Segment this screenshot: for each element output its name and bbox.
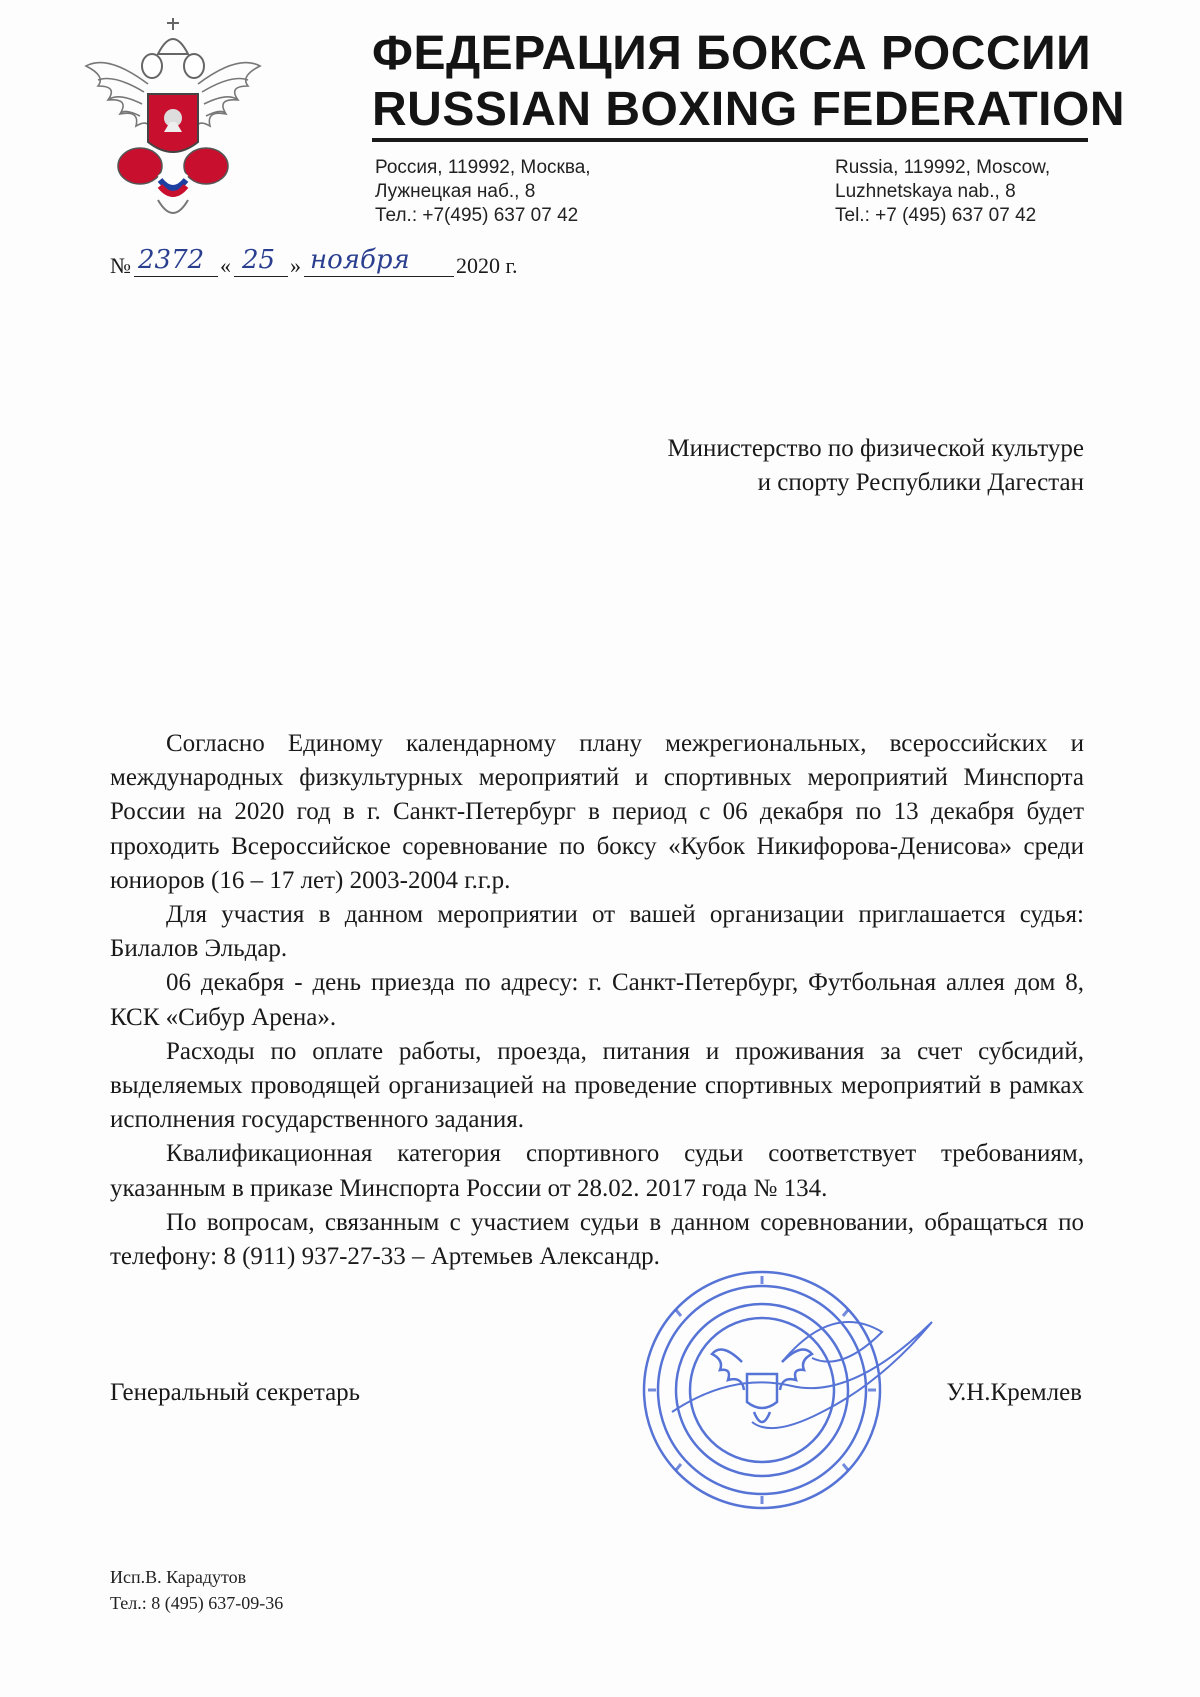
recipient-line: и спорту Республики Дагестан [757,469,1084,496]
address-en [835,156,1050,228]
federation-title-ru: ФЕДЕРАЦИЯ БОКСА РОССИИ [372,27,1092,80]
address-en-line: Russia, 119992, Moscow, [835,157,1051,178]
address-en-phone: Tel.: +7 (495) 637 07 42 [835,205,1037,226]
number-underline [134,276,218,277]
body-paragraph: По вопросам, связанным с участием судьи в данном соревновании, обращаться по телефону: 8 (911) 937-27-33 – Артемьев Александр. [110,1208,1084,1271]
double-headed-eagle-emblem-icon [78,14,268,229]
registration-line [110,246,630,286]
signatory-position: Генеральный секретарь [110,1379,361,1406]
letter-body [110,727,1084,1274]
registration-number: 2372 [138,245,205,275]
registration-year: 2020 г. [456,253,518,278]
federation-title [372,26,1125,138]
address-ru-line: Лужнецкая наб., 8 [375,181,536,202]
body-paragraph: Квалификационная категория спортивного судьи соответствует требованиям, указанным в приказе Минспорта России от 28.02. 2017 года № 134. [110,1140,1084,1202]
recipient-block [560,432,1084,500]
body-paragraph: Расходы по оплате работы, проезда, питания и проживания за счет субсидий, выделяемых проводящей организацией на проведение спортивных мероприятий в рамках исполнения государственного задания. [110,1037,1084,1134]
day-underline [234,276,288,277]
federation-title-en: RUSSIAN BOXING FEDERATION [372,83,1125,136]
address-en-line: Luzhnetskaya nab., 8 [835,181,1016,202]
recipient-line: Министерство по физической культуре [667,435,1084,462]
body-paragraph: Согласно Единому календарному плану межрегиональных, всероссийских и международных физкультурных мероприятий и спортивных мероприятий Минспорта России на 2020 год в г. Санкт-Петербург в период с 06 декабря по 13 декабря будет проходить Всероссийское соревнование по боксу «Кубок Никифорова-Денисова» среди юниоров (16 – 17 лет) 2003-2004 г.г.р. [110,730,1084,894]
signatory-name: У.Н.Кремлев [946,1379,1082,1406]
address-ru-line: Россия, 119992, Москва, [375,157,591,178]
body-paragraph: 06 декабря - день приезда по адресу: г. Санкт-Петербург, Футбольная аллея дом 8, КСК «Сибур Арена». [110,969,1084,1031]
letterhead-divider [372,138,1088,142]
address-ru-phone: Тел.: +7(495) 637 07 42 [375,205,579,226]
executor-block [110,1564,283,1616]
round-seal-stamp-icon [632,1262,950,1522]
executor-phone: Тел.: 8 (495) 637-09-36 [110,1593,284,1613]
body-paragraph: Для участия в данном мероприятии от вашей организации приглашается судья: Билалов Эльдар. [110,901,1084,963]
number-sign: № [110,253,131,278]
address-ru [375,156,591,228]
date-open-quote: « [220,253,231,278]
executor-name: Исп.В. Карадутов [110,1567,247,1587]
date-close-quote: » [290,253,301,278]
registration-month: ноября [310,245,410,275]
month-underline [304,276,454,277]
registration-day: 25 [242,245,276,275]
